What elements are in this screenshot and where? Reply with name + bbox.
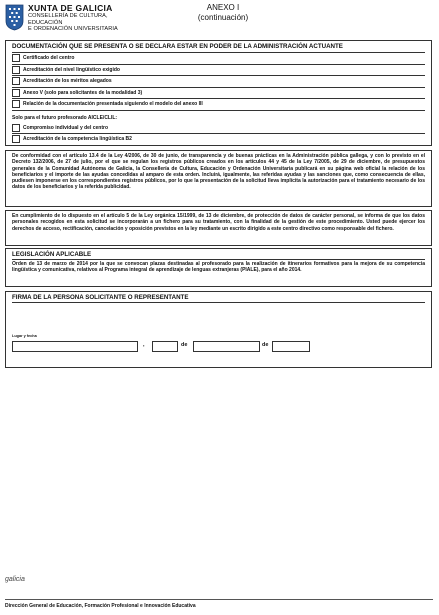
conselleria-name: CONSELLERÍA DE CULTURA, EDUCACIÓN E ORDENACIÓN UNIVERSITARIA: [28, 13, 118, 32]
firma-section: [5, 291, 432, 368]
xunta-logo: [5, 3, 135, 37]
checkbox[interactable]: [12, 124, 20, 132]
checkbox-row[interactable]: Compromiso individual y del centro: [12, 123, 425, 135]
brand-name: XUNTA DE GALICIA: [28, 3, 113, 13]
galicia-shield-icon: [5, 4, 24, 31]
checkbox-row[interactable]: Acreditación de los méritos alegados: [12, 76, 425, 88]
day-field[interactable]: [152, 341, 178, 352]
separator-de: de: [181, 342, 188, 348]
page-header: [5, 3, 435, 37]
footer-direccion: Dirección General de Educación, Formación Profesional e Innovación Educativa: [5, 603, 196, 609]
month-field[interactable]: [193, 341, 260, 352]
documentacion-section: [5, 40, 432, 146]
separator-de: de: [262, 342, 269, 348]
legislacion-text: Orden de 13 de marzo de 2014 por la que se convocan plazas destinadas al profesorado para la realización de itinerarios formativos para la mejora de su competencia lingüística y comunicativa, relativos al Programa integral de aprendizaje de lenguas extranjeras (PIALE), para el año 2014.: [12, 261, 425, 274]
checkbox[interactable]: [12, 66, 20, 74]
year-field[interactable]: [272, 341, 310, 352]
checkbox[interactable]: [12, 135, 20, 143]
legislacion-section: [5, 248, 432, 287]
transparencia-section: [5, 150, 432, 207]
footer-divider: [5, 599, 433, 600]
checkbox-row[interactable]: Acreditación de la competencia lingüística B2: [12, 134, 425, 145]
separator-comma: ,: [143, 342, 145, 348]
checkbox-row[interactable]: Anexo V (solo para solicitantes de la modalidad 3): [12, 88, 425, 100]
proteccion-datos-section: [5, 210, 432, 246]
checkbox[interactable]: [12, 54, 20, 62]
lugar-field[interactable]: [12, 341, 138, 352]
checkbox[interactable]: [12, 77, 20, 85]
checkbox-row[interactable]: Acreditación del nivel lingüístico exigido: [12, 65, 425, 77]
transparencia-text: De conformidad con el artículo 13.4 de la Ley 4/2006, de 30 de junio, de transparencia y de buenas prácticas en la Administración pública gallega, y con lo previsto en el Decreto 132/2006, de 27 de julio, por el que se regulan los registros públicos creados en los artículos 44 y 45 de la Ley 7/2005, de 29 de diciembre, de presupuestos generales de la Comunidad Autónoma de Galicia, la Consellería de Cultura, Educación y Ordenación Universitaria publicará en su página web oficial la relación de los beneficiarios y el importe de las ayudas concedidas al amparo de esta orden. Incluirá, igualmente, las referidas ayudas y las sanciones que, como consecuencia de ellas, pudiesen imponerse en los correspondientes registros públicos, por lo que la presentación de la solicitud lleva implícita la autorización para el tratamiento necesario de los datos de los beneficiarios y la referida publicidad.: [12, 153, 425, 191]
checkbox-row[interactable]: Certificado del centro: [12, 53, 425, 65]
checkbox[interactable]: [12, 100, 20, 108]
checkbox[interactable]: [12, 89, 20, 97]
lugar-fecha-label: Lugar y fecha: [12, 334, 37, 338]
checkbox-row[interactable]: Relación de la documentación presentada siguiendo el modelo del anexo III: [12, 99, 425, 111]
firma-title: FIRMA DE LA PERSONA SOLICITANTE O REPRESENTANTE: [12, 294, 189, 301]
aicle-subtitle: Solo para el futuro profesorado AICLE/CLIL:: [12, 114, 118, 121]
galicia-logo: galicia: [5, 576, 25, 583]
documentacion-title: DOCUMENTACIÓN QUE SE PRESENTA O SE DECLARA ESTAR EN PODER DE LA ADMINISTRACIÓN ACTUANTE: [12, 43, 343, 50]
legislacion-title: LEGISLACIÓN APLICABLE: [12, 251, 92, 258]
anexo-label: ANEXO I (continuación): [197, 3, 249, 22]
proteccion-datos-text: En cumplimiento de lo dispuesto en el artículo 5 de la Ley orgánica 15/1999, de 13 de diciembre, de protección de datos de carácter personal, se informa de que los datos personales recogidos en esta solicitud se incorporarán a un fichero para su tratamiento, con la finalidad de la gestión de este procedimiento. Usted puede ejercer los derechos de acceso, rectificación, cancelación y oposición previstos en la ley mediante un escrito dirigido a este centro directivo como responsable del fichero.: [12, 213, 425, 232]
